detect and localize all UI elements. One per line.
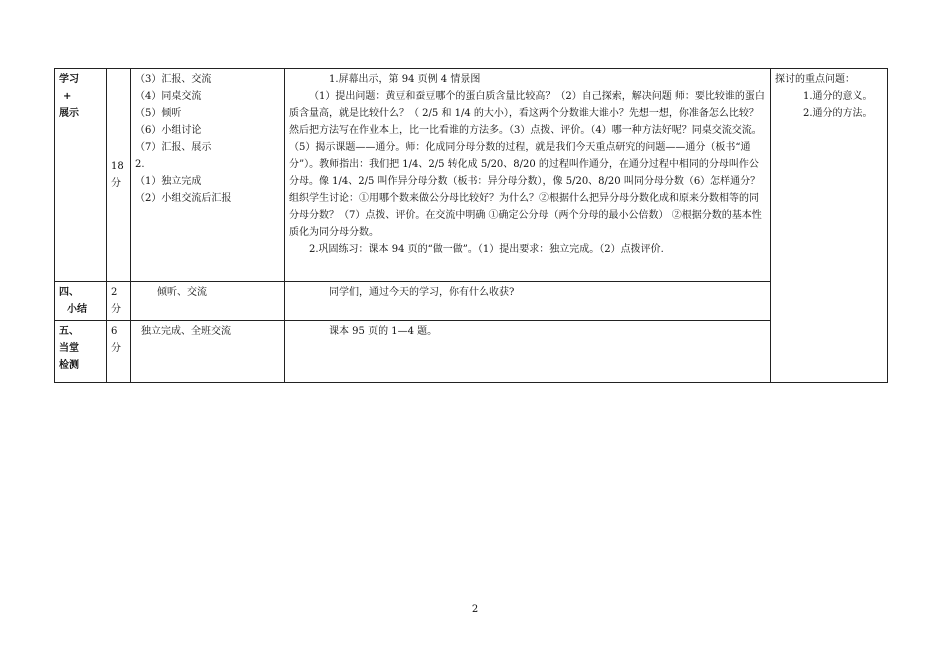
activity-item: 2. xyxy=(135,159,145,170)
stage-label: 展示 xyxy=(59,108,79,119)
table-row-test xyxy=(55,321,888,383)
stage-cell xyxy=(55,282,107,321)
activity-item: （4）同桌交流 xyxy=(135,91,202,102)
time-cell xyxy=(107,282,131,321)
activity-item: （6）小组讨论 xyxy=(135,125,202,136)
note-title: 探讨的重点问题： xyxy=(775,74,855,85)
stage-label: 五、 xyxy=(59,326,79,337)
stage-label: + xyxy=(63,91,72,102)
note-item: 1.通分的意义。 xyxy=(803,91,873,102)
stage-label: 四、 xyxy=(59,287,79,298)
activity-item: （3）汇报、交流 xyxy=(135,74,212,85)
activity-item: 独立完成、全班交流 xyxy=(141,326,231,337)
time-value: 6分 xyxy=(111,326,121,354)
table-row-summary xyxy=(55,282,888,321)
content-paragraph: 同学们，通过今天的学习，你有什么收获? xyxy=(329,287,515,298)
time-value: 18分 xyxy=(111,161,124,189)
content-paragraph: 课本 95 页的 1—4 题。 xyxy=(329,326,438,337)
time-value: 2分 xyxy=(111,287,121,315)
activities-cell xyxy=(131,282,285,321)
activities-cell xyxy=(131,321,285,383)
content-cell xyxy=(285,69,771,282)
time-cell xyxy=(107,321,131,383)
note-item: 2.通分的方法。 xyxy=(803,108,873,119)
stage-label: 学习 xyxy=(59,74,79,85)
stage-label: 小结 xyxy=(67,304,87,315)
content-paragraph: 2.巩固练习：课本 94 页的“做一做”。（1）提出要求：独立完成。（2）点拨评价. xyxy=(309,244,664,255)
table-row-study-display xyxy=(55,69,888,282)
note-cell xyxy=(771,69,888,383)
activity-item: （7）汇报、展示 xyxy=(135,142,212,153)
stage-label: 当堂 xyxy=(59,343,79,354)
stage-cell xyxy=(55,69,107,282)
activity-item: （2）小组交流后汇报 xyxy=(135,193,232,204)
activity-item: （5）倾听 xyxy=(135,108,182,119)
stage-label: 检测 xyxy=(59,360,79,371)
content-paragraph: （1）提出问题：黄豆和蚕豆哪个的蛋白质含量比较高？（2）自己探索，解决问题 师：要比较谁的蛋白质含量高，就是比较什么？（ 2/5 和 1/4 的大小），看这两个分数谁大谁小？先想一想，你准备怎么比较？然后把方法写在作业本上，比一比看谁的方法多。（3）点拨、评价。（4）哪一种方法好呢？同桌交流交流。（5）揭示课题——通分。师：化成同分母分数的过程，就是我们今天重点研究的问题——通分（板书“通分”）。教师指出：我们把 1/4、2/5 转化成 5/20、8/20 的过程叫作通分，在通分过程中相同的分母叫作公分母。像 1/4、2/5 叫作异分母分数（板书：异分母分数），像 5/20、8/20 叫同分母分数（6）怎样通分？组织学生讨论：①用哪个数来做公分母比较好？为什么？②根据什么把异分母分数化成和原来分数相等的同分母分数？（7）点拨、评价。在交流中明确 ①确定公分母（两个分母的最小公倍数） ②根据分数的基本性质化为同分母分数。 xyxy=(289,91,765,238)
content-cell xyxy=(285,282,771,321)
activity-item: 倾听、交流 xyxy=(157,287,207,298)
activity-item: （1）独立完成 xyxy=(135,176,202,187)
activities-cell xyxy=(131,69,285,282)
content-paragraph: 1.屏幕出示，第 94 页例 4 情景图 xyxy=(329,74,481,85)
stage-cell xyxy=(55,321,107,383)
content-cell xyxy=(285,321,771,383)
time-cell xyxy=(107,69,131,282)
lesson-plan-table xyxy=(54,68,888,383)
page-number: 2 xyxy=(471,604,479,615)
